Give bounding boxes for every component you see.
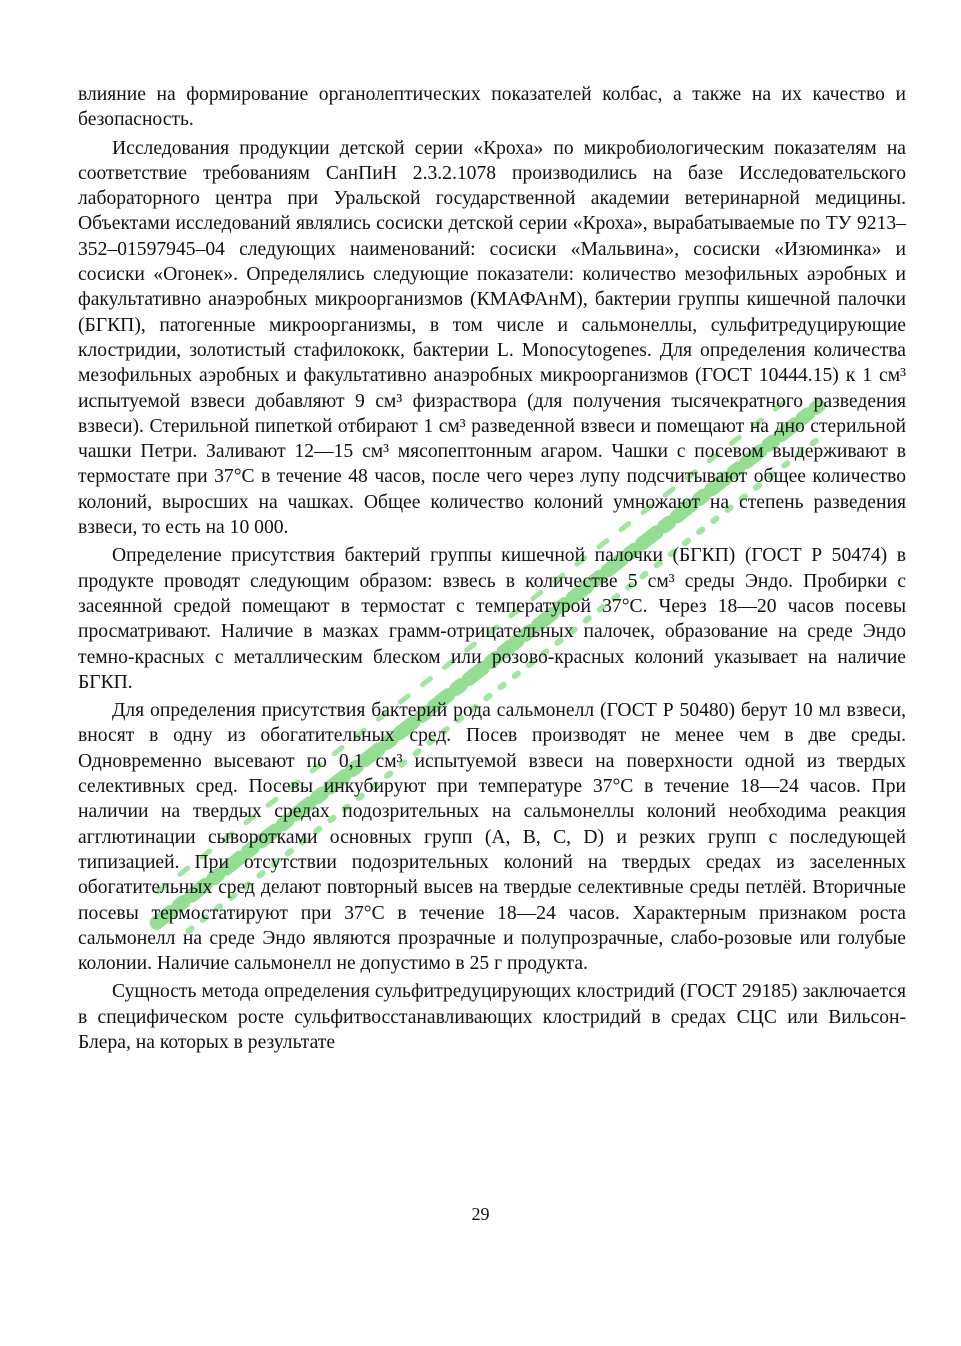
paragraph-salmonella-method: Для определения присутствия бактерий рода сальмонелл (ГОСТ Р 50480) берут 10 мл взвеси, вносят в одну из обогатительных сред. Посев производят не менее чем в две среды. Одновременно высевают по 0,1 см³ испытуемой взвеси на поверхности одной из твердых селективных сред. Посевы инкубируют при температуре 37°С в течение 18—24 часов. При наличии на твердых средах подозрительных на сальмонеллы колоний необходима реакция агглютинации сыворотками основных групп (А, В, С, D) и резких групп с последующей типизацией. При отсутствии подозрительных колоний на твердых средах из заселенных обогатительных сред делают повторный высев на твердые селективные среды петлёй. Вторичные посевы термостатируют при 37°С в течение 18—24 часов. Характерным признаком роста сальмонелл на среде Эндо являются прозрачные и полупрозрачные, слабо-розовые или голубые колонии. Наличие сальмонелл не допустимо в 25 г продукта. (78, 700, 906, 975)
paragraph-clostridia-method: Сущность метода определения сульфитредуцирующих клостридий (ГОСТ 29185) заключается в специфическом росте сульфитвосстанавливающих клостридий в средах СЦС или Вильсон-Блера, на которых в результате (78, 981, 906, 1053)
body-text (78, 82, 906, 1056)
paragraph-continuation: влияние на формирование органолептических показателей колбас, а также на их качество и безопасность. (78, 84, 906, 131)
page-number: 29 (471, 1204, 490, 1224)
paragraph-research-overview: Исследования продукции детской серии «Кроха» по микробиологическим показателям на соответствие требованиям СанПиН 2.3.2.1078 производились на базе Исследовательского лабораторного центра при Уральской государственной академии ветеринарной медицины. Объектами исследований являлись сосиски детской серии «Кроха», вырабатываемые по ТУ 9213–352–01597945–04 следующих наименований: сосиски «Мальвина», сосиски «Изюминка» и сосиски «Огонек». Определялись следующие показатели: количество мезофильных аэробных и факультативно анаэробных микроорганизмов (КМАФАнМ), бактерии группы кишечной палочки (БГКП), патогенные микроорганизмы, в том числе и сальмонеллы, сульфитредуцирующие клостридии, золотистый стафилококк, бактерии L. Monocytogenes. Для определения количества мезофильных аэробных и факультативно анаэробных микроорганизмов (ГОСТ 10444.15) к 1 см³ испытуемой взвеси добавляют 9 см³ физраствора (для получения тысячекратного разведения взвеси). Стерильной пипеткой отбирают 1 см³ разведенной взвеси и помещают на дно стерильной чашки Петри. Заливают 12—15 см³ мясопептонным агаром. Чашки с посевом выдерживают в термостате при 37°С в течение 48 часов, после чего через лупу подсчитывают общее количество колоний, выросших на чашках. Общее количество колоний умножают на степень разведения взвеси, то есть на 10 000. (78, 137, 906, 539)
paragraph-bgkp-method: Определение присутствия бактерий группы кишечной палочки (БГКП) (ГОСТ Р 50474) в продукте проводят следующим образом: взвесь в количестве 5 см³ среды Эндо. Пробирки с засеянной средой помещают в термостат с температурой 37°С. Через 18—20 часов посевы просматривают. Наличие в мазках грамм-отрицательных палочек, образование на среде Эндо темно-красных с металлическим блеском или розово-красных колоний указывает на наличие БГКП. (78, 545, 906, 693)
